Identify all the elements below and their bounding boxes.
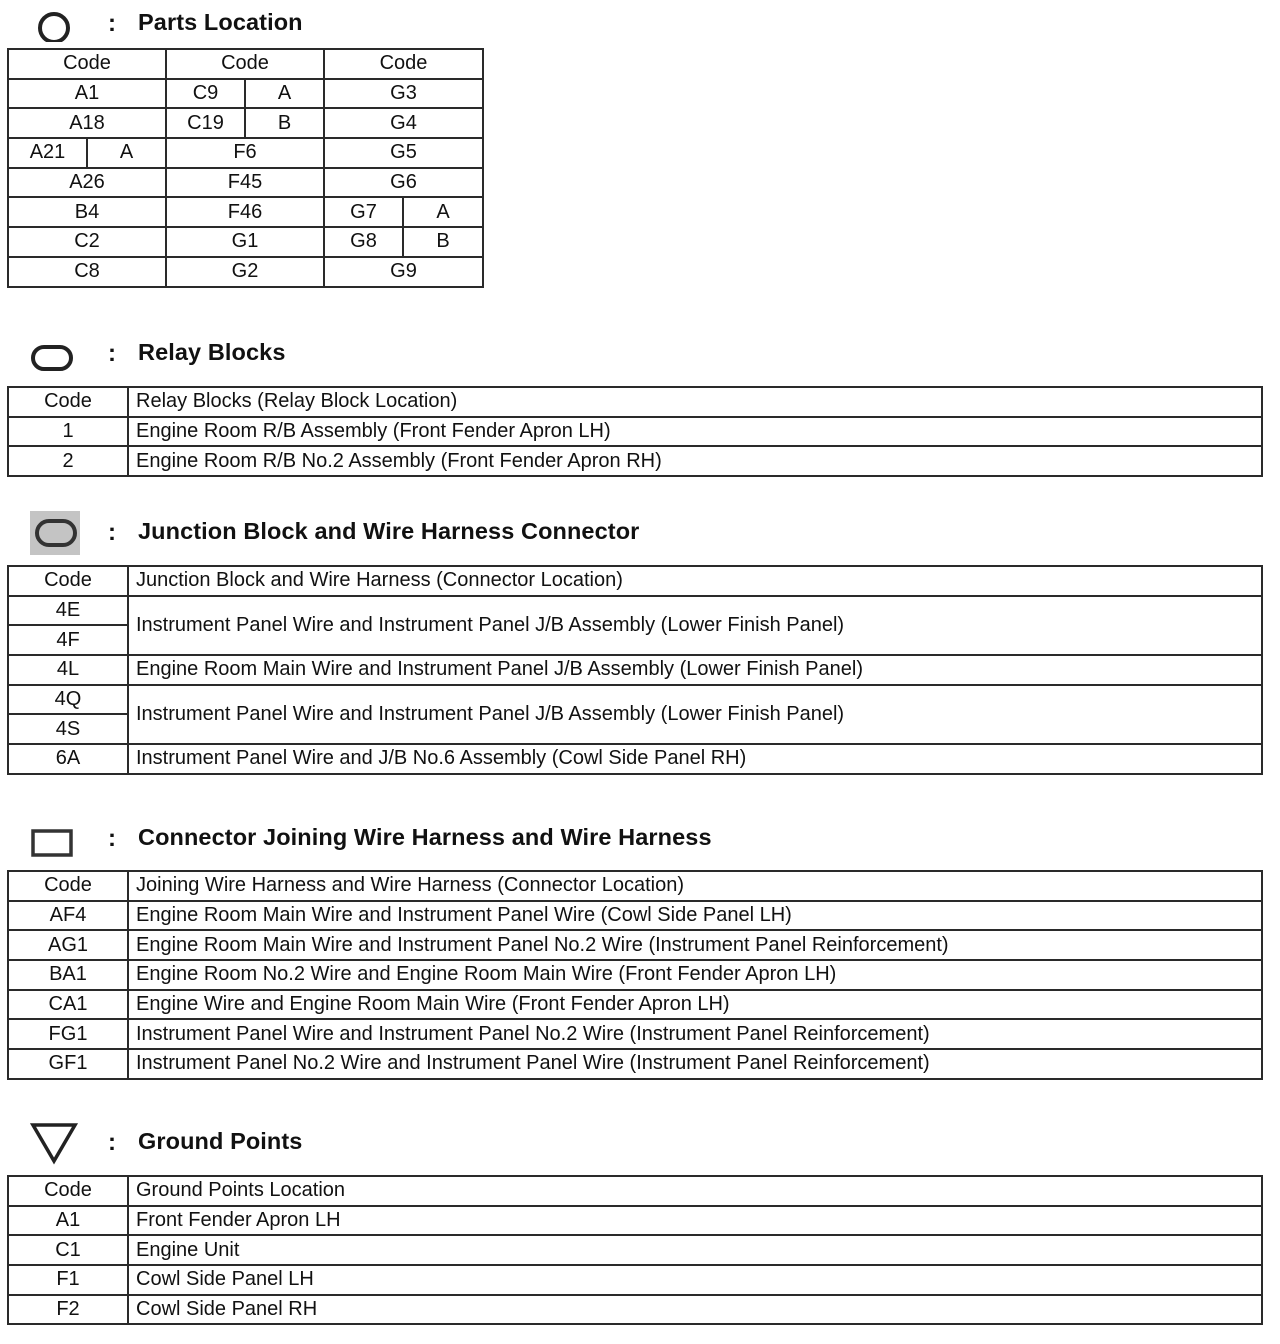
code-cell: G2 [166,257,324,287]
junction-block-header [0,511,1280,551]
desc-cell: Engine Room R/B Assembly (Front Fender Apron LH) [128,417,1262,447]
code-cell: FG1 [8,1019,128,1049]
table-row [8,168,483,198]
rectangle-icon [30,823,80,857]
sub-code-cell: A [245,79,324,109]
table-row [8,744,1262,774]
desc-cell: Instrument Panel Wire and Instrument Panel J/B Assembly (Lower Finish Panel) [128,685,1262,744]
code-cell: 6A [8,744,128,774]
code-cell: 4S [8,714,128,744]
sub-code-cell: A [87,138,166,168]
desc-cell: Engine Room Main Wire and Instrument Panel No.2 Wire (Instrument Panel Reinforcement) [128,930,1262,960]
relay-blocks-header [0,332,1280,372]
code-cell: AF4 [8,901,128,931]
section-colon: : [108,825,116,852]
desc-cell: Cowl Side Panel RH [128,1295,1262,1325]
table-row [8,1049,1262,1079]
section-colon: : [108,340,116,367]
code-cell: 4Q [8,685,128,715]
ground-points-table [7,1175,1263,1325]
table-header-row [8,49,483,79]
table-row [8,1265,1262,1295]
table-row [8,596,1262,626]
sub-code-cell: A [403,197,483,227]
header-desc-cell: Junction Block and Wire Harness (Connector Location) [128,566,1262,596]
desc-cell: Instrument Panel Wire and Instrument Panel No.2 Wire (Instrument Panel Reinforcement) [128,1019,1262,1049]
code-cell: F45 [166,168,324,198]
code-cell: GF1 [8,1049,128,1079]
code-cell: 1 [8,417,128,447]
code-cell: G1 [166,227,324,257]
code-cell: BA1 [8,960,128,990]
header-code-cell: Code [8,1176,128,1206]
shaded-rounded-rect-icon [30,511,80,555]
code-cell: 4E [8,596,128,626]
junction-block-table [7,565,1263,775]
header-cell: Code [324,49,483,79]
desc-cell: Engine Wire and Engine Room Main Wire (Front Fender Apron LH) [128,990,1262,1020]
rounded-rect-icon [30,338,80,372]
parts-location-header [0,2,1280,42]
code-cell: CA1 [8,990,128,1020]
code-cell: C9 [166,79,245,109]
table-row [8,197,483,227]
header-desc-cell: Ground Points Location [128,1176,1262,1206]
header-code-cell: Code [8,387,128,417]
table-row [8,227,483,257]
relay-blocks-table [7,386,1263,477]
code-cell: G4 [324,108,483,138]
code-cell: C19 [166,108,245,138]
table-row [8,1019,1262,1049]
section-colon: : [108,519,116,546]
code-cell: F46 [166,197,324,227]
desc-cell: Engine Unit [128,1235,1262,1265]
section-title: Relay Blocks [138,339,286,365]
header-desc-cell: Joining Wire Harness and Wire Harness (Connector Location) [128,871,1262,901]
code-cell: G5 [324,138,483,168]
table-row [8,108,483,138]
table-header-row [8,387,1262,417]
code-cell: G3 [324,79,483,109]
section-title: Connector Joining Wire Harness and Wire Harness [138,824,712,850]
code-cell: F2 [8,1295,128,1325]
connector-joining-header [0,817,1280,857]
section-title: Ground Points [138,1128,303,1154]
section-colon: : [108,10,116,37]
table-header-row [8,566,1262,596]
code-cell: C2 [8,227,166,257]
header-cell: Code [166,49,324,79]
circle-icon [30,8,80,42]
code-cell: C8 [8,257,166,287]
sub-code-cell: B [403,227,483,257]
desc-cell: Instrument Panel Wire and Instrument Panel J/B Assembly (Lower Finish Panel) [128,596,1262,655]
table-row [8,257,483,287]
code-cell: A21 [8,138,87,168]
parts-location-table [7,48,484,288]
table-row [8,960,1262,990]
desc-cell: Engine Room No.2 Wire and Engine Room Main Wire (Front Fender Apron LH) [128,960,1262,990]
table-header-row [8,871,1262,901]
triangle-icon [30,1121,80,1165]
table-row [8,79,483,109]
desc-cell: Engine Room R/B No.2 Assembly (Front Fender Apron RH) [128,446,1262,476]
table-row [8,417,1262,447]
table-row [8,1235,1262,1265]
code-cell: A1 [8,79,166,109]
table-header-row [8,1176,1262,1206]
table-row [8,930,1262,960]
desc-cell: Instrument Panel No.2 Wire and Instrument Panel Wire (Instrument Panel Reinforcement) [128,1049,1262,1079]
code-cell: A18 [8,108,166,138]
code-cell: F1 [8,1265,128,1295]
code-cell: 2 [8,446,128,476]
sub-code-cell: B [245,108,324,138]
code-cell: AG1 [8,930,128,960]
code-cell: G9 [324,257,483,287]
header-desc-cell: Relay Blocks (Relay Block Location) [128,387,1262,417]
header-code-cell: Code [8,566,128,596]
table-row [8,1206,1262,1236]
code-cell: 4F [8,625,128,655]
code-cell: B4 [8,197,166,227]
code-cell: A26 [8,168,166,198]
table-row [8,901,1262,931]
code-cell: F6 [166,138,324,168]
table-row [8,446,1262,476]
code-cell: G6 [324,168,483,198]
table-row [8,990,1262,1020]
desc-cell: Instrument Panel Wire and J/B No.6 Assembly (Cowl Side Panel RH) [128,744,1262,774]
table-row [8,685,1262,715]
table-row [8,1295,1262,1325]
header-code-cell: Code [8,871,128,901]
desc-cell: Engine Room Main Wire and Instrument Panel J/B Assembly (Lower Finish Panel) [128,655,1262,685]
code-cell: 4L [8,655,128,685]
section-title: Junction Block and Wire Harness Connector [138,518,640,544]
table-row [8,655,1262,685]
code-cell: G8 [324,227,403,257]
table-row [8,138,483,168]
code-cell: G7 [324,197,403,227]
ground-points-header [0,1121,1280,1161]
desc-cell: Cowl Side Panel LH [128,1265,1262,1295]
connector-joining-table [7,870,1263,1080]
desc-cell: Front Fender Apron LH [128,1206,1262,1236]
code-cell: A1 [8,1206,128,1236]
section-colon: : [108,1129,116,1156]
section-title: Parts Location [138,9,303,35]
desc-cell: Engine Room Main Wire and Instrument Panel Wire (Cowl Side Panel LH) [128,901,1262,931]
header-cell: Code [8,49,166,79]
code-cell: C1 [8,1235,128,1265]
